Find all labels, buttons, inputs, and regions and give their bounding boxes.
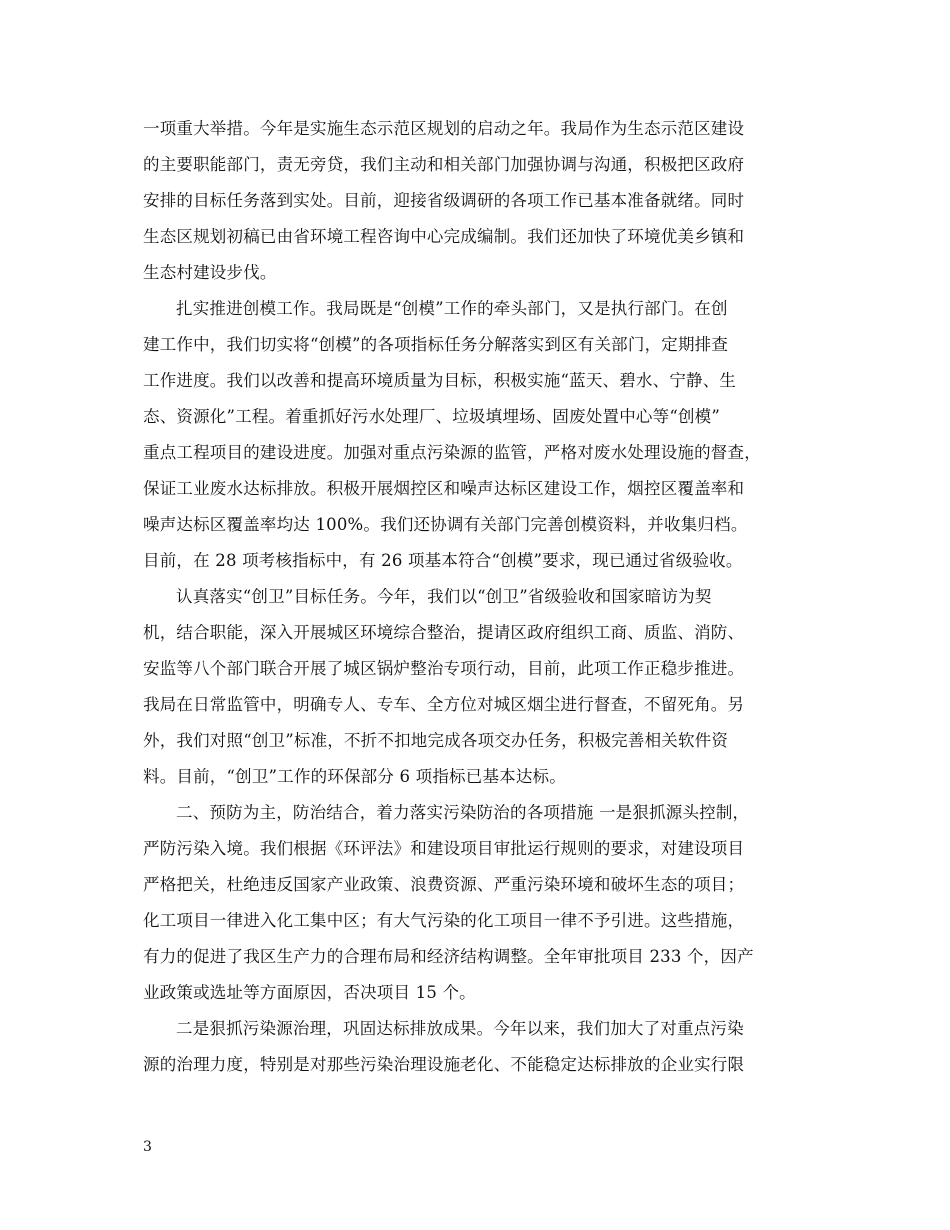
paragraph-first-line: 认真落实“创卫”目标任务。今年，我们以“创卫”省级验收和国家暗访为契 bbox=[176, 587, 712, 606]
text-line: 有力的促进了我区生产力的合理布局和经济结构调整。全年审批项目 233 个，因产 bbox=[143, 947, 754, 966]
text-line: 化工项目一律进入化工集中区；有大气污染的化工项目一律不予引进。这些措施， bbox=[143, 911, 745, 930]
text-line: 安监等八个部门联合开展了城区锅炉整治专项行动，目前，此项工作正稳步推进。 bbox=[143, 659, 745, 678]
text-line: 建工作中，我们切实将“创模”的各项指标任务分解落实到区有关部门，定期排查 bbox=[143, 335, 729, 354]
text-line: 噪声达标区覆盖率均达 100%。我们还协调有关部门完善创模资料，并收集归档。 bbox=[143, 515, 748, 534]
text-line: 业政策或选址等方面原因，否决项目 15 个。 bbox=[143, 983, 476, 1002]
paragraph-first-line: 二是狠抓污染源治理，巩固达标排放成果。今年以来，我们加大了对重点污染 bbox=[176, 1019, 744, 1038]
text-line: 生态村建设步伐。 bbox=[143, 263, 277, 282]
text-line: 安排的目标任务落到实处。目前，迎接省级调研的各项工作已基本准备就绪。同时 bbox=[143, 191, 745, 210]
text-line: 目前，在 28 项考核指标中，有 26 项基本符合“创模”要求，现已通过省级验收。 bbox=[143, 551, 743, 570]
text-line: 一项重大举措。今年是实施生态示范区规划的启动之年。我局作为生态示范区建设 bbox=[143, 119, 745, 138]
text-line: 我局在日常监管中，明确专人、专车、全方位对城区烟尘进行督查，不留死角。另 bbox=[143, 695, 745, 714]
text-line: 生态区规划初稿已由省环境工程咨询中心完成编制。我们还加快了环境优美乡镇和 bbox=[143, 227, 745, 246]
text-line: 保证工业废水达标排放。积极开展烟控区和噪声达标区建设工作，烟控区覆盖率和 bbox=[143, 479, 745, 498]
text-line: 工作进度。我们以改善和提高环境质量为目标，积极实施“蓝天、碧水、宁静、生 bbox=[143, 371, 737, 390]
text-line: 严格把关，杜绝违反国家产业政策、浪费资源、严重污染环境和破坏生态的项目； bbox=[143, 875, 745, 894]
page-number: 3 bbox=[143, 1139, 152, 1155]
text-line: 态、资源化”工程。着重抓好污水处理厂、垃圾填埋场、固废处置中心等“创模” bbox=[143, 407, 721, 426]
text-line: 的主要职能部门，责无旁贷，我们主动和相关部门加强协调与沟通，积极把区政府 bbox=[143, 155, 745, 174]
text-line: 重点工程项目的建设进度。加强对重点污染源的监管，严格对废水处理设施的督查， bbox=[143, 443, 761, 462]
text-line: 严防污染入境。我们根据《环评法》和建设项目审批运行规则的要求，对建设项目 bbox=[143, 839, 745, 858]
paragraph-first-line: 扎实推进创模工作。我局既是“创模”工作的牵头部门，又是执行部门。在创 bbox=[176, 299, 728, 318]
text-line: 料。目前，“创卫”工作的环保部分 6 项指标已基本达标。 bbox=[143, 767, 566, 786]
text-line: 机，结合职能，深入开展城区环境综合整治，提请区政府组织工商、质监、消防、 bbox=[143, 623, 745, 642]
text-line: 外，我们对照“创卫”标准，不折不扣地完成各项交办任务，积极完善相关软件资 bbox=[143, 731, 729, 750]
text-line: 源的治理力度，特别是对那些污染治理设施老化、不能稳定达标排放的企业实行限 bbox=[143, 1055, 745, 1074]
paragraph-first-line: 二、预防为主，防治结合，着力落实污染防治的各项措施 一是狠抓源头控制， bbox=[176, 803, 750, 822]
